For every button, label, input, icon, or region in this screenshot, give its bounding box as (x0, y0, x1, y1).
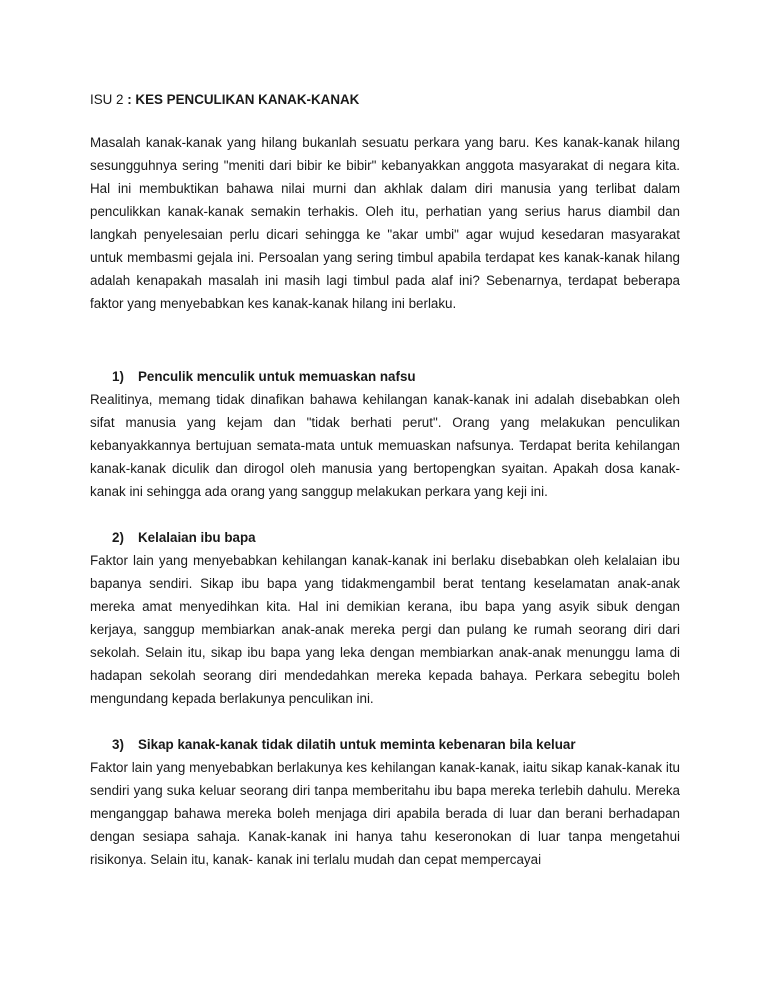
section-paragraph-3: Faktor lain yang menyebabkan berlakunya kes kehilangan kanak-kanak, iaitu sikap kanak-kanak itu sendiri yang suka keluar seorang diri tanpa memberitahu ibu bapa mereka terlebih dahulu. Mereka menganggap bahawa mereka boleh menjaga diri apabila berada di luar dan berani berhadapan dengan sesiapa sahaja. Kanak-kanak ini hanya tahu keseronokan di luar tanpa mengetahui risikonya. Selain itu, kanak- kanak ini terlalu mudah dan cepat mempercayai (90, 760, 680, 867)
section-heading-3 (90, 733, 680, 756)
section-title: Kelalaian ibu bapa (138, 530, 256, 545)
title-prefix: ISU 2 (90, 92, 124, 107)
section-number: 1) (112, 369, 124, 384)
document-title (90, 88, 680, 111)
section-paragraph-2: Faktor lain yang menyebabkan kehilangan kanak-kanak ini berlaku disebabkan oleh kelalaian ibu bapanya sendiri. Sikap ibu bapa yang tidakmengambil berat tentang keselamatan anak-anak mereka amat menyedihkan kita. Hal ini demikian kerana, ibu bapa yang asyik sibuk dengan kerjaya, sanggup membiarkan anak-anak mereka pergi dan pulang ke rumah seorang diri dari sekolah. Selain itu, sikap ibu bapa yang leka dengan membiarkan anak-anak menunggu lama di hadapan sekolah seorang diri mendedahkan mereka kepada bahaya. Perkara sebegitu boleh mengundang kepada berlakunya penculikan ini. (90, 553, 680, 706)
section-heading-1 (90, 365, 680, 388)
section-title: Sikap kanak-kanak tidak dilatih untuk meminta kebenaran bila keluar (138, 737, 576, 752)
section-heading-2 (90, 526, 680, 549)
section-number: 3) (112, 737, 124, 752)
document-body (90, 88, 680, 871)
section-paragraph-1: Realitinya, memang tidak dinafikan bahawa kehilangan kanak-kanak ini adalah disebabkan oleh sifat manusia yang kejam dan "tidak berhati perut". Orang yang melakukan penculikan kebanyakkannya bertujuan semata-mata untuk memuaskan nafsunya. Terdapat berita kehilangan kanak-kanak diculik dan dirogol oleh manusia yang bertopengkan syaitan. Apakah dosa kanak-kanak ini sehingga ada orang yang sanggup melakukan perkara yang keji ini. (90, 392, 680, 499)
section-number: 2) (112, 530, 124, 545)
title-main: : KES PENCULIKAN KANAK-KANAK (127, 92, 360, 107)
intro-paragraph: Masalah kanak-kanak yang hilang bukanlah sesuatu perkara yang baru. Kes kanak-kanak hilang sesungguhnya sering "meniti dari bibir ke bibir" kebanyakkan anggota masyarakat di negara kita. Hal ini membuktikan bahawa nilai murni dan akhlak dalam diri manusia yang terlibat dalam penculikkan kanak-kanak semakin terhakis. Oleh itu, perhatian yang serius harus diambil dan langkah penyelesaian perlu dicari sehingga ke "akar umbi" agar wujud kesedaran masyarakat untuk membasmi gejala ini. Persoalan yang sering timbul apabila terdapat kes kanak-kanak hilang adalah kenapakah masalah ini masih lagi timbul pada alaf ini? Sebenarnya, terdapat beberapa faktor yang menyebabkan kes kanak-kanak hilang ini berlaku. (90, 135, 680, 311)
section-title: Penculik menculik untuk memuaskan nafsu (138, 369, 416, 384)
